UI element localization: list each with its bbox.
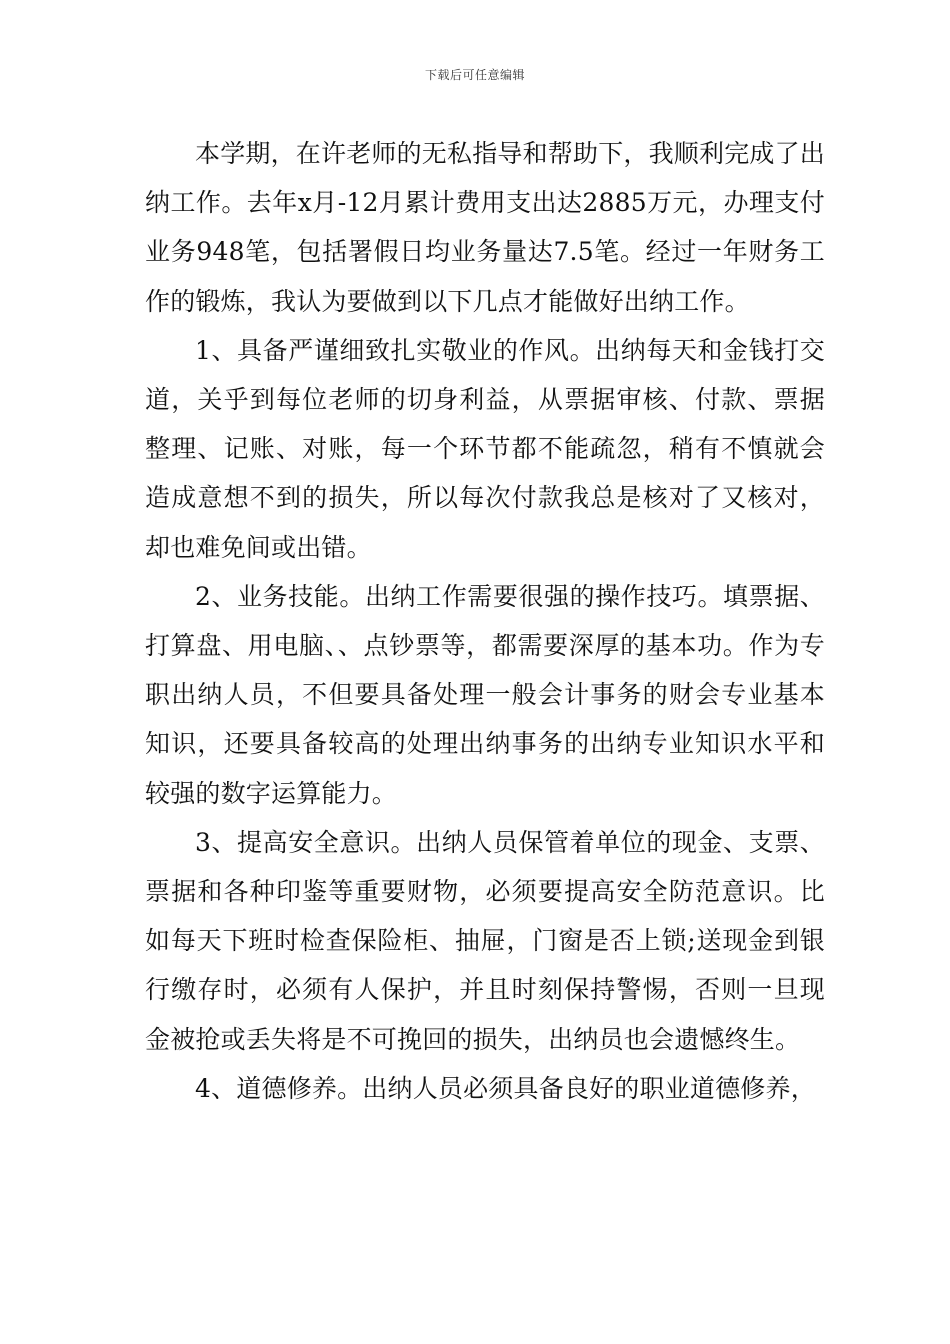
paragraph-intro: 本学期，在许老师的无私指导和帮助下，我顺利完成了出纳工作。去年x月-12月累计费用支出达2885万元，办理支付业务948笔，包括署假日均业务量达7.5笔。经过一年财务工作的锻炼，我认为要做到以下几点才能做好出纳工作。	[145, 139, 826, 316]
paragraph-point-1: 1、具备严谨细致扎实敬业的作风。出纳每天和金钱打交道，关乎到每位老师的切身利益，从票据审核、付款、票据整理、记账、对账，每一个环节都不能疏忽，稍有不慎就会造成意想不到的损失，所以每次付款我总是核对了又核对，却也难免间或出错。	[145, 335, 825, 562]
page-header: 下载后可任意编辑	[424, 68, 525, 82]
paragraph-point-4: 4、道德修养。出纳人员必须具备良好的职业道德修养，	[195, 1073, 816, 1103]
paragraph-point-2: 2、业务技能。出纳工作需要很强的操作技巧。填票据、打算盘、用电脑、、点钞票等，都需要深厚的基本功。作为专职出纳人员，不但要具备处理一般会计事务的财会专业基本知识，还要具备较高的处理出纳事务的出纳专业知识水平和较强的数字运算能力。	[145, 581, 825, 808]
document-body	[145, 129, 825, 1113]
paragraph-point-3: 3、提高安全意识。出纳人员保管着单位的现金、支票、票据和各种印鉴等重要财物，必须要提高安全防范意识。比如每天下班时检查保险柜、抽屉，门窗是否上锁;送现金到银行缴存时，必须有人保护，并且时刻保持警惕，否则一旦现金被抢或丢失将是不可挽回的损失，出纳员也会遗憾终生。	[145, 827, 825, 1054]
